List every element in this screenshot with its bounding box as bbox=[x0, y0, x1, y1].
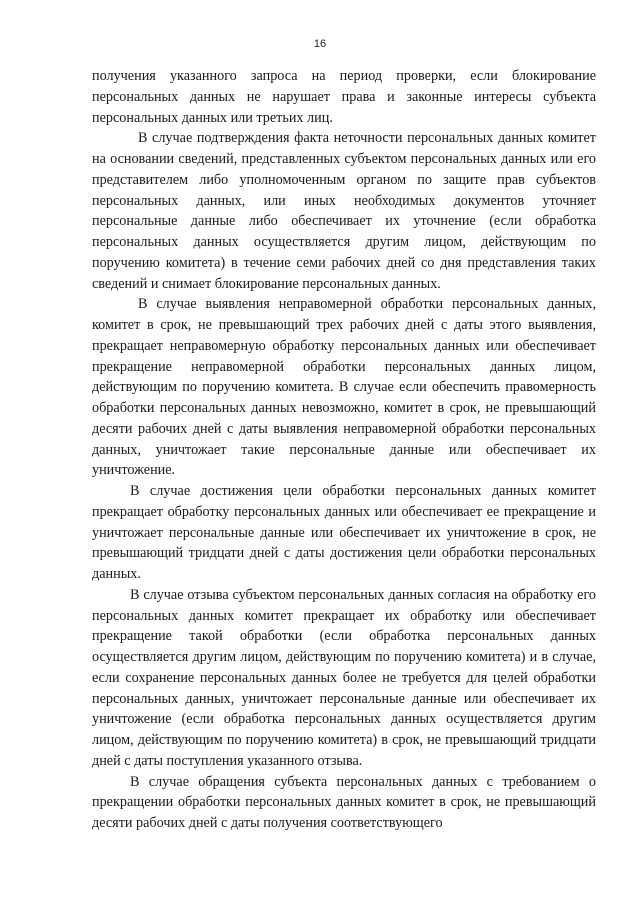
page-number: 16 bbox=[313, 38, 327, 50]
paragraph-continuation: получения указанного запроса на период проверки, если блокирование персональных данных не нарушает права и законные интересы субъекта персональных данных или третьих лиц. bbox=[92, 68, 596, 126]
document-body bbox=[92, 66, 596, 834]
paragraph-unlawful-processing: В случае выявления неправомерной обработки персональных данных, комитет в срок, не превышающий трех рабочих дней с даты этого выявления, прекращает неправомерную обработку персональных данных или обеспечивает прекращение неправомерной обработки персональных данных лицом, действующим по поручению комитета. В случае если обеспечить правомерность обработки персональных данных невозможно, комитет в срок, не превышающий десяти рабочих дней с даты выявления неправомерной обработки персональных данных, уничтожает такие персональные данные или обеспечивает их уничтожение. bbox=[92, 296, 596, 479]
paragraph-consent-withdrawal: В случае отзыва субъектом персональных данных согласия на обработку его персональных данных комитет прекращает их обработку или обеспечивает прекращение такой обработки (если обработка персональных данных осуществляется другим лицом, действующим по поручению комитета) и в случае, если сохранение персональных данных более не требуется для целей обработки персональных данных, уничтожает персональные данные или обеспечивает их уничтожение (если обработка персональных данных осуществляется другим лицом, действующим по поручению комитета) в срок, не превышающий тридцати дней с даты поступления указанного отзыва. bbox=[92, 586, 596, 769]
paragraph-stop-processing-request: В случае обращения субъекта персональных данных с требованием о прекращении обработки персональных данных комитет в срок, не превышающий десяти рабочих дней с даты получения соответствующего bbox=[92, 773, 596, 831]
paragraph-purpose-achieved: В случае достижения цели обработки персональных данных комитет прекращает обработку персональных данных или обеспечивает ее прекращение и уничтожает персональные данные или обеспечивает их уничтожение в срок, не превышающий тридцати дней с даты достижения цели обработки персональных данных. bbox=[92, 483, 596, 582]
paragraph-inaccuracy-confirmation: В случае подтверждения факта неточности персональных данных комитет на основании сведений, представленных субъектом персональных данных или его представителем либо уполномоченным органом по защите прав субъектов персональных данных, или иных необходимых документов уточняет персональные данные либо обеспечивает их уточнение (если обработка персональных данных осуществляется другим лицом, действующим по поручению комитета) в течение семи рабочих дней со дня представления таких сведений и снимает блокирование персональных данных. bbox=[92, 130, 596, 292]
